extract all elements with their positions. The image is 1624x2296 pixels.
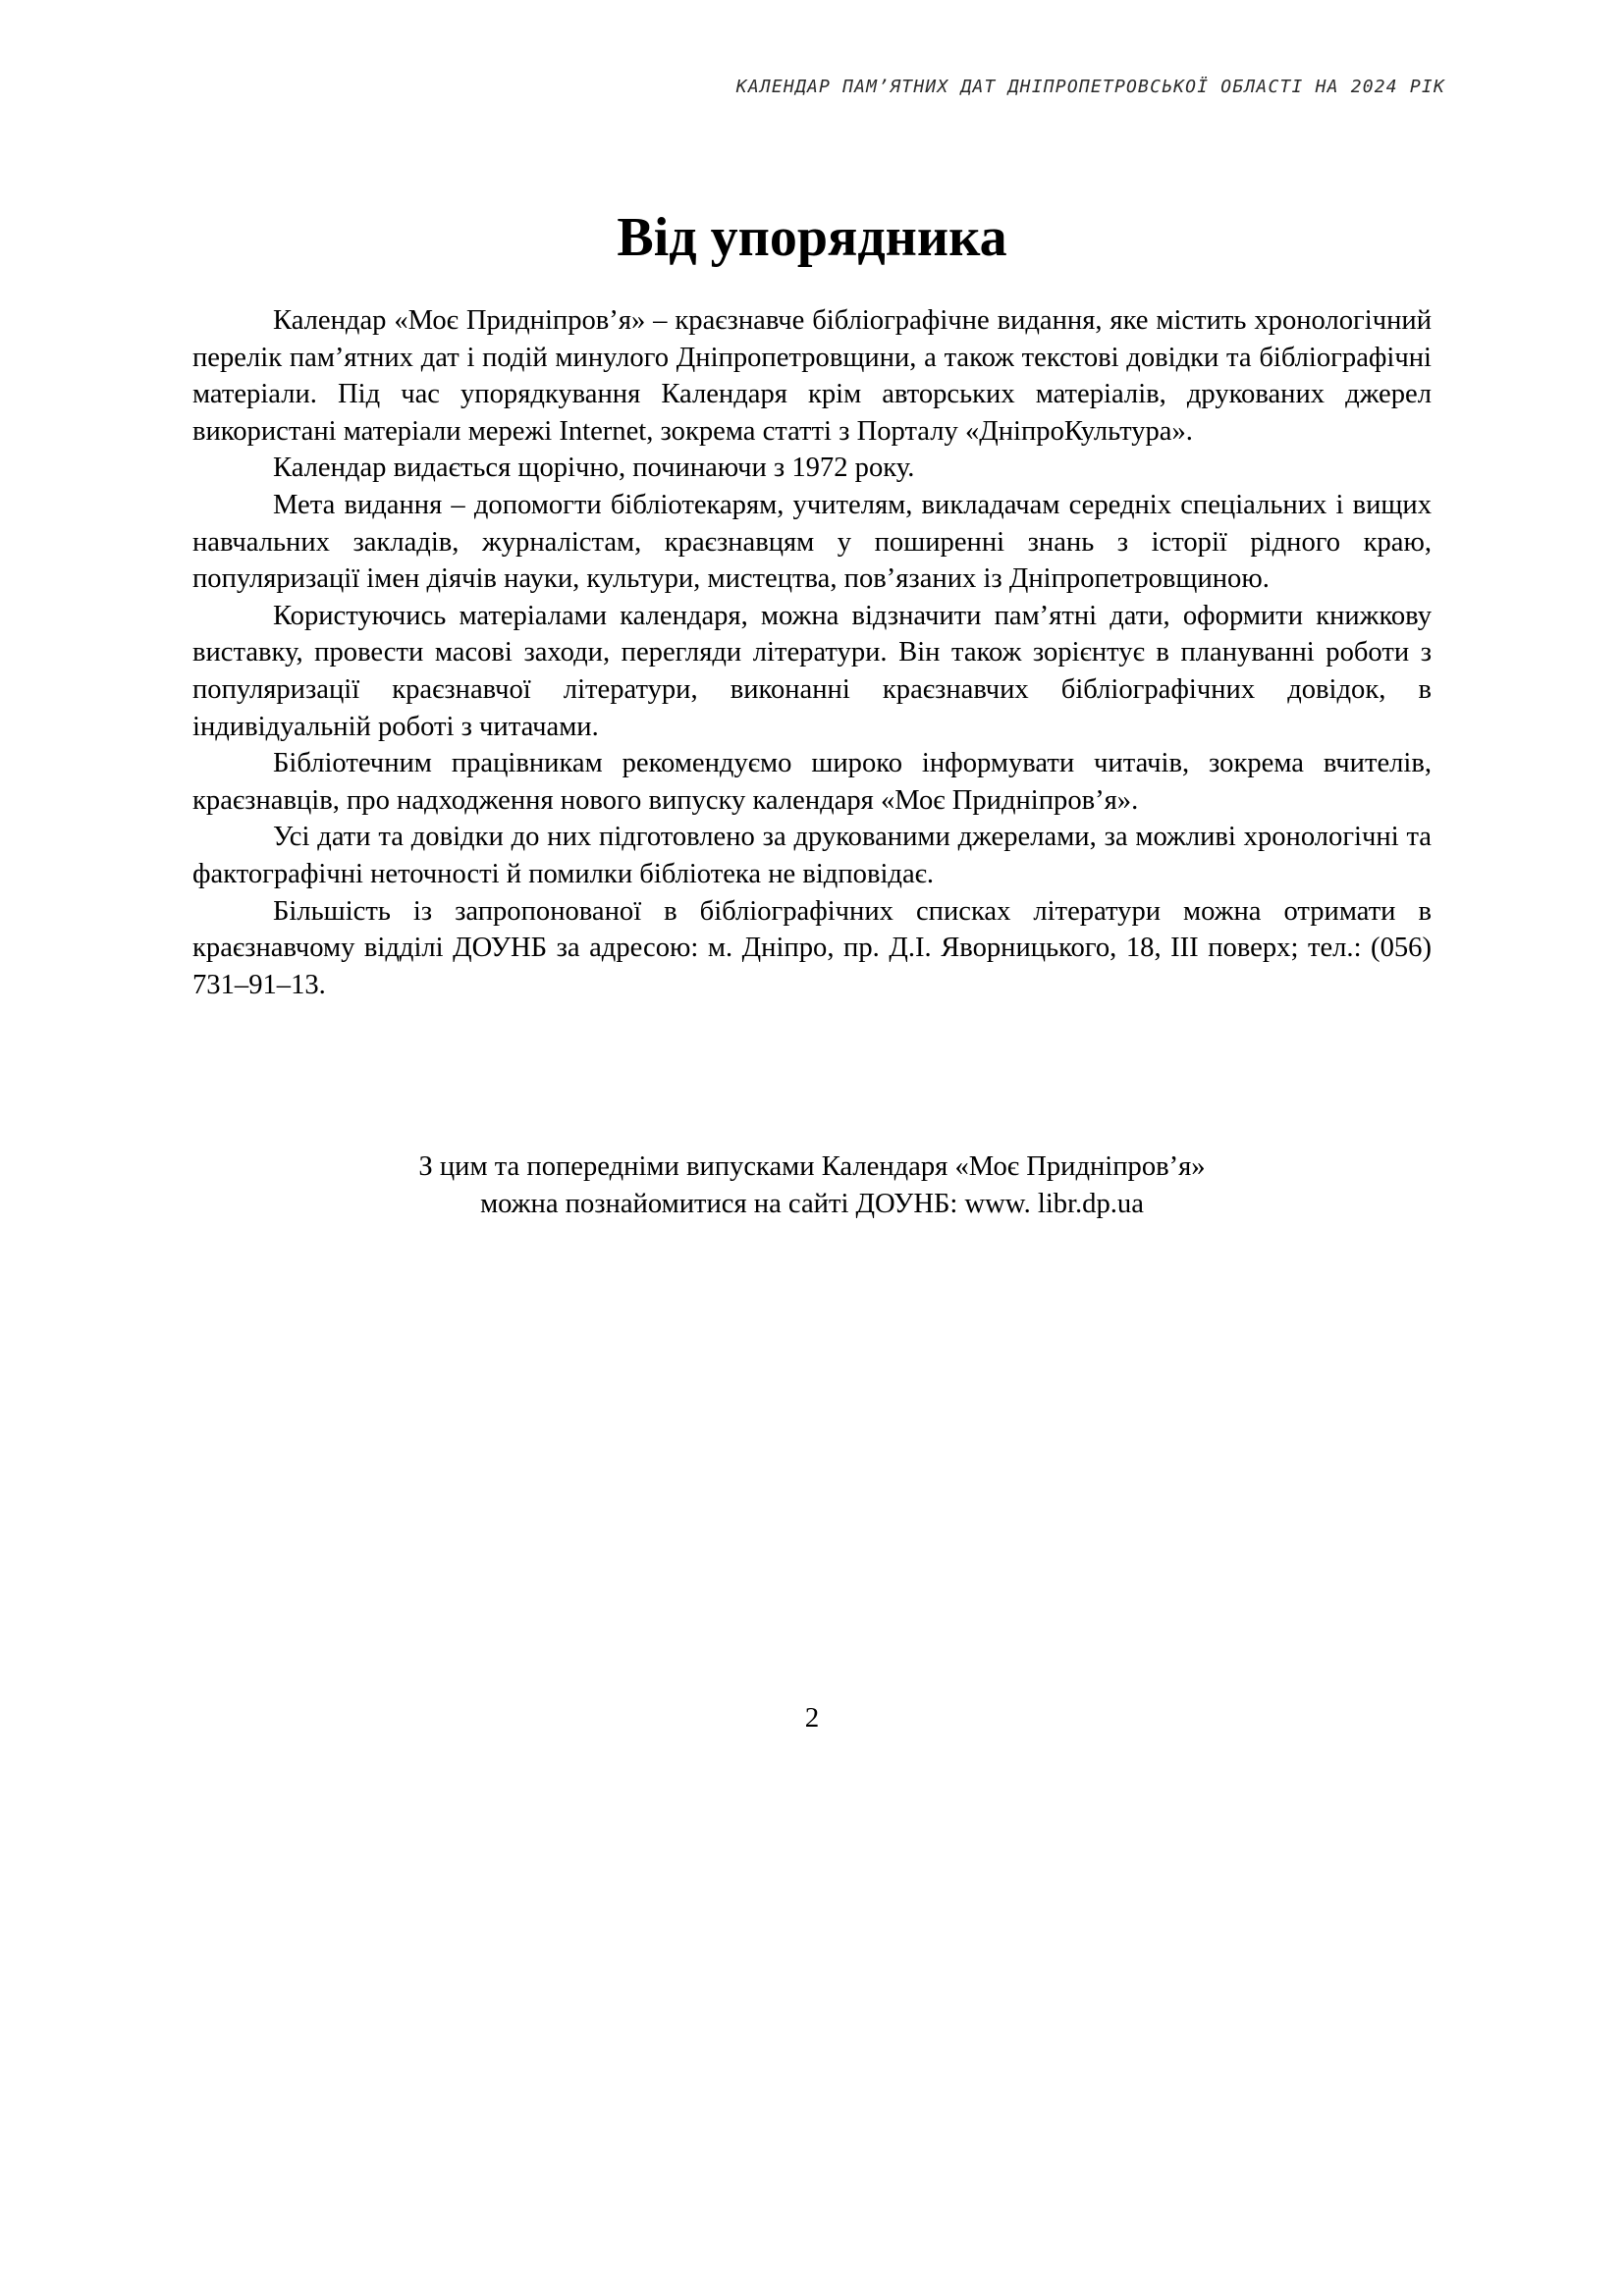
paragraph-purpose: Мета видання – допомогти бібліотекарям, учителям, викладачам середніх спеціальних і вищих навчальних закладів, журналістам, краєзнавцям у поширенні знань з історії рідного краю, популяризації імен діячів науки, культури, мистецтва, пов’язаних із Дніпропетровщиною. [192,489,1432,595]
paragraph-availability: Більшість із запропонованої в бібліографічних списках літератури можна отримати в краєзнавчому відділі ДОУНБ за адресою: м. Дніпро, пр. Д.І. Яворницького, 18, ІІІ поверх; тел.: (056) 731–91–13. [192,895,1432,1000]
site-note [0,1148,1624,1222]
page-title: Від упорядника [617,207,1007,268]
site-note-line-1: З цим та попередніми випусками Календаря «Моє Придніпров’я» [418,1151,1206,1182]
paragraph-usage: Користуючись матеріалами календаря, можна відзначити пам’ятні дати, оформити книжкову виставку, провести масові заходи, перегляди літератури. Він також зорієнтує в плануванні роботи з популяризації краєзнавчої літератури, виконанні краєзнавчих бібліографічних довідок, в індивідуальній роботі з читачами. [192,600,1432,742]
paragraph-since: Календар видається щорічно, починаючи з 1972 року. [273,453,915,484]
paragraph-intro: Календар «Моє Придніпров’я» – краєзнавче бібліографічне видання, яке містить хронологічний перелік пам’ятних дат і подій минулого Дніпропетровщини, а також текстові довідки та бібліографічні матеріали. Під час упорядкування Календаря крім авторських матеріалів, друкованих джерел використані матеріали мережі Internet, зокрема статті з Порталу «ДніпроКультура». [192,305,1432,447]
page-number: 2 [804,1702,820,1734]
paragraph-recommendation: Бібліотечним працівникам рекомендуємо широко інформувати читачів, зокрема вчителів, краєзнавців, про надходження нового випуску календаря «Моє Придніпров’я». [192,748,1432,816]
running-header: КАЛЕНДАР ПАМ’ЯТНИХ ДАТ ДНІПРОПЕТРОВСЬКОЇ ОБЛАСТІ НА 2024 РІК [735,77,1445,97]
body-text [192,302,1432,1003]
paragraph-disclaimer: Усі дати та довідки до них підготовлено за друкованими джерелами, за можливі хронологічні та фактографічні неточності й помилки бібліотека не відповідає. [192,822,1432,889]
site-note-line-2: можна познайомитися на сайті ДОУНБ: www. libr.dp.ua [480,1188,1144,1219]
